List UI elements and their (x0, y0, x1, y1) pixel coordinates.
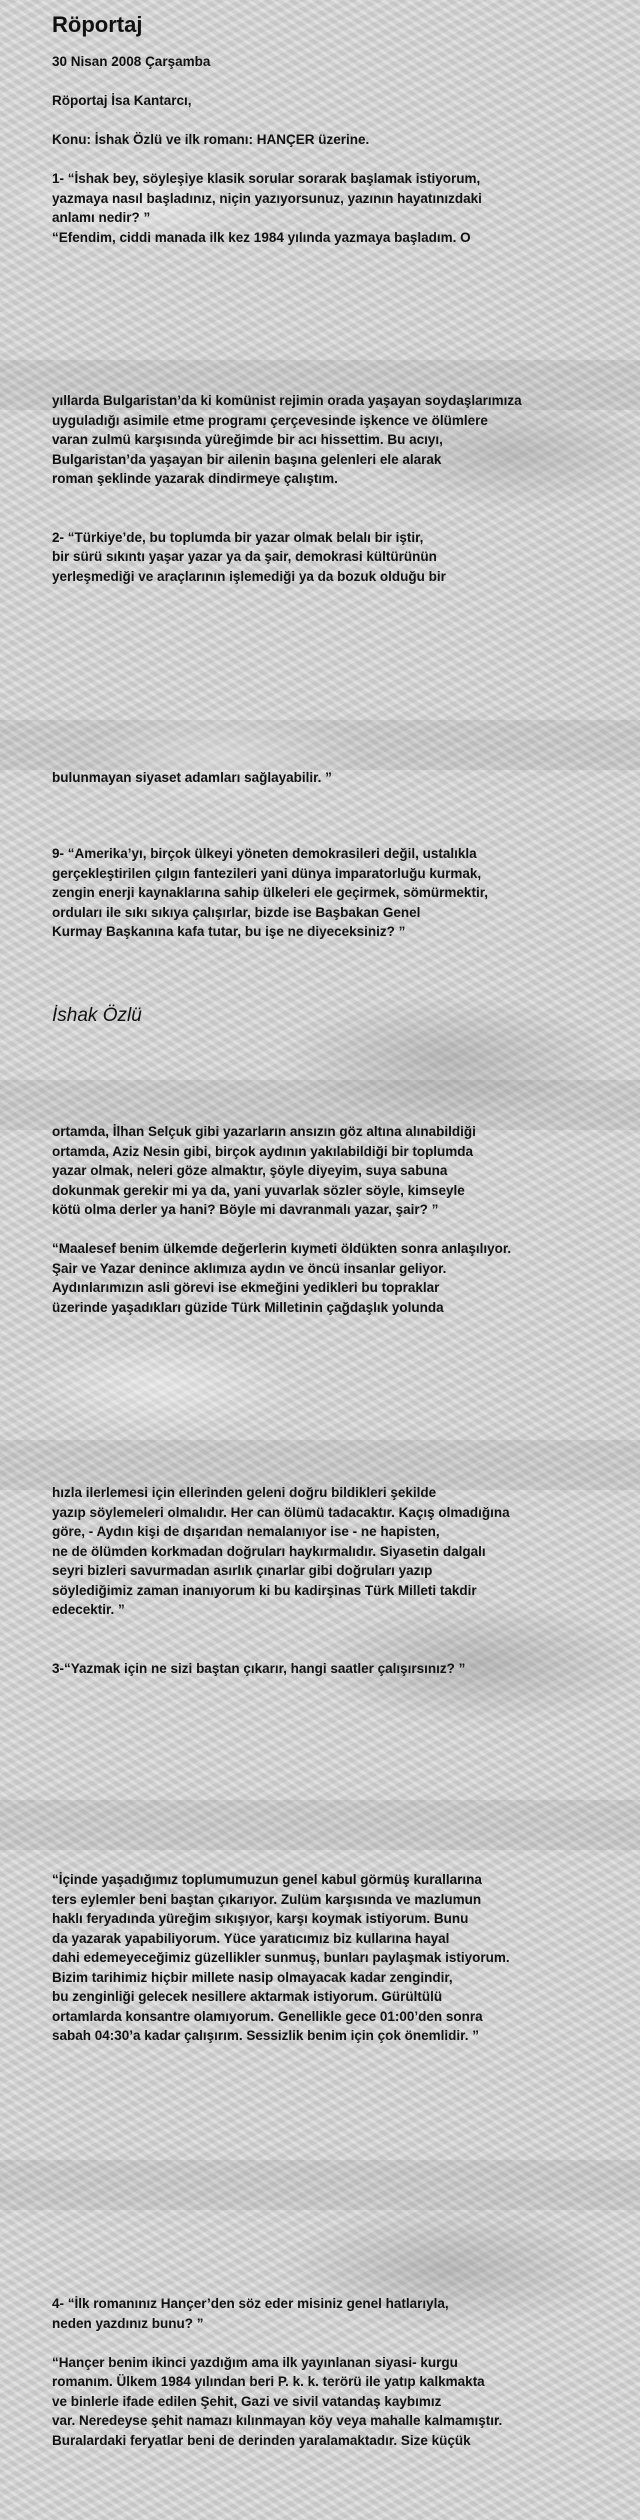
question-9-line: 9- “Amerika’yı, birçok ülkeyi yöneten demokrasileri değil, ustalıkla (52, 846, 477, 861)
question-4-line: 4- “İlk romanınız Hançer’den söz eder misiniz genel hatlarıyla, (52, 2296, 449, 2311)
answer-4-line: “Hançer benim ikinci yazdığım ama ilk yayınlanan siyasi- kurgu (52, 2354, 458, 2370)
question-9-line: Kurmay Başkanına kafa tutar, bu işe ne diyeceksiniz? ” (52, 924, 406, 939)
background-band (0, 1800, 640, 1850)
answer-3-line: haklı feryadında yüreğim sıkışıyor, karşı koymak istiyorum. Bunu (52, 1911, 469, 1926)
question-1-line: anlamı nedir? ” (52, 210, 151, 225)
background-band (0, 720, 640, 770)
question-2-line: bulunmayan siyaset adamları sağlayabilir. ” (52, 770, 332, 785)
question-line: yazar olmak, neleri göze almaktır, şöyle diyeyim, suya sabuna (52, 1163, 448, 1178)
answer-line: ne de ölümden korkmadan doğruları haykırmalıdır. Siyasetin dalgalı (52, 1543, 486, 1559)
question-line: kötü olma derler ya hani? Böyle mi davranmalı yazar, şair? ” (52, 1202, 439, 1217)
answer-3-line: ortamlarda konsantre olamıyorum. Genellikle gece 01:00’den sonra (52, 2008, 483, 2024)
question-line: dokunmak gerekir mi ya da, yani yuvarlak sözler söyle, kimseyle (52, 1182, 465, 1198)
page-title: Röportaj (52, 12, 143, 37)
question-3: 3-“Yazmak için ne sizi baştan çıkarır, hangi saatler çalışırsınız? ” (52, 1660, 466, 1676)
answer-1-line: “Efendim, ciddi manada ilk kez 1984 yılında yazmaya başladım. O (52, 229, 471, 245)
answer-1-line: uyguladığı asimile etme programı çerçevesinde işkence ve ölümlere (52, 412, 488, 428)
answer-line: üzerinde yaşadıkları güzide Türk Milletinin çağdaşlık yolunda (52, 1299, 444, 1315)
mid-answer-continued (52, 1483, 622, 1678)
answer-line: göre, - Aydın kişi de dışarıdan nemalanıyor ise - ne hapisten, (52, 1524, 440, 1539)
question-1-line: yazmaya nasıl başladınız, niçin yazıyorsunuz, yazının hayatınızdaki (52, 190, 482, 206)
answer-1-line: roman şeklinde yazarak dindirmeye çalıştım. (52, 471, 338, 486)
question-9-line: gerçekleştirilen çılgın fantezileri yani dünya imparatorluğu kurmak, (52, 865, 482, 881)
answer-3-line: sabah 04:30’a kadar çalışırım. Sessizlik benim için çok önemlidir. ” (52, 2028, 479, 2043)
answer-3-line: bu zenginliği gelecek nesillere aktarmak istiyorum. Gürültülü (52, 1989, 443, 2004)
answer-line: Aydınlarımızın asli görevi ise ekmeğini yedikleri bu topraklar (52, 1280, 440, 1295)
header-block (52, 52, 622, 247)
question-2-line: 2- “Türkiye’de, bu toplumda bir yazar olmak belalı bir iştir, (52, 529, 424, 545)
post-date: 30 Nisan 2008 Çarşamba (52, 54, 211, 69)
question-4 (52, 2294, 622, 2450)
topic-line: Konu: İshak Özlü ve ilk romanı: HANÇER üzerine. (52, 132, 370, 147)
answer-1-line: Bulgaristan’da yaşayan bir ailenin başına gelenleri ele alarak (52, 451, 442, 467)
answer-line: hızla ilerlemesi için ellerinden geleni doğru bildikleri şekilde (52, 1485, 437, 1500)
mid-section (52, 1122, 622, 1317)
answer-line: edecektir. ” (52, 1602, 125, 1617)
question-2-continued (52, 768, 622, 788)
answer-line: yazıp söylemeleri olmalıdır. Her can ölümü tadacaktır. Kaçış olmadığına (52, 1504, 510, 1520)
answer-4-line: ve binlerle ifade edilen Şehit, Gazi ve sivil vatandaş kaybımız (52, 2393, 442, 2409)
question-2-line: yerleşmediği ve araçlarının işlemediği ya da bozuk olduğu bir (52, 568, 446, 584)
author-name: İshak Özlü (52, 1005, 142, 1026)
question-2-line: bir sürü sıkıntı yaşar yazar ya da şair, demokrasi kültürünün (52, 549, 437, 564)
answer-line: Şair ve Yazar denince aklımıza aydın ve öncü insanlar geliyor. (52, 1260, 447, 1276)
answer-3-line: ters eylemler beni baştan çıkarıyor. Zulüm karşısında ve mazlumun (52, 1891, 482, 1907)
question-line: ortamda, İlhan Selçuk gibi yazarların ansızın göz altına alınabildiği (52, 1124, 476, 1139)
answer-line: “Maalesef benim ülkemde değerlerin kıymeti öldükten sonra anlaşılıyor. (52, 1241, 512, 1256)
answer-1-continued (52, 391, 622, 586)
answer-3-line: “İçinde yaşadığımız toplumumuzun genel kabul görmüş kurallarına (52, 1872, 482, 1887)
question-1-line: 1- “İshak bey, söyleşiye klasik sorular sorarak başlamak istiyorum, (52, 171, 481, 186)
question-line: ortamda, Aziz Nesin gibi, birçok aydının yakılabildiği bir toplumda (52, 1143, 474, 1159)
question-9-line: zengin enerji kaynaklarına sahip ülkeleri ele geçirmek, sömürmektir, (52, 885, 488, 900)
answer-3-line: dahi edemeyeceğimiz güzellikler sunmuş, bunları paylaşmak istiyorum. (52, 1950, 510, 1965)
question-4-line: neden yazdınız bunu? ” (52, 2315, 204, 2331)
answer-line: seyri bizleri savurmadan asırlık çınarlar gibi doğruları yazıp (52, 1563, 433, 1578)
answer-1-line: yıllarda Bulgaristan’da ki komünist rejimin orada yaşayan soydaşlarımıza (52, 393, 522, 408)
answer-4-line: Buralardaki feryatlar beni de derinden yaralamaktadır. Size küçük (52, 2432, 471, 2448)
answer-4-line: romanım. Ülkem 1984 yılından beri P. k. k. terörü ile yatıp kalkmakta (52, 2374, 485, 2389)
answer-3-line: da yazarak yapabiliyorum. Yüce yaratıcımız biz kullarına hayal (52, 1930, 450, 1946)
question-9 (52, 844, 622, 942)
answer-3 (52, 1870, 622, 2046)
question-9-line: orduları ile sıkı sıkıya çalışırlar, bizde ise Başbakan Genel (52, 904, 421, 920)
answer-3-line: Bizim tarihimiz hiçbir millete nasip olmayacak kadar zengindir, (52, 1969, 453, 1985)
byline: Röportaj İsa Kantarcı, (52, 93, 192, 108)
answer-line: söylediğimiz zaman inanıyorum ki bu kadirşinas Türk Milleti takdir (52, 1582, 477, 1598)
answer-4-line: var. Neredeyse şehit namazı kılınmayan köy veya mahalle kalmamıştır. (52, 2413, 503, 2428)
answer-1-line: varan zulmü karşısında yüreğimde bir acı hissettim. Bu acıyı, (52, 432, 443, 447)
background-band (0, 2160, 640, 2210)
